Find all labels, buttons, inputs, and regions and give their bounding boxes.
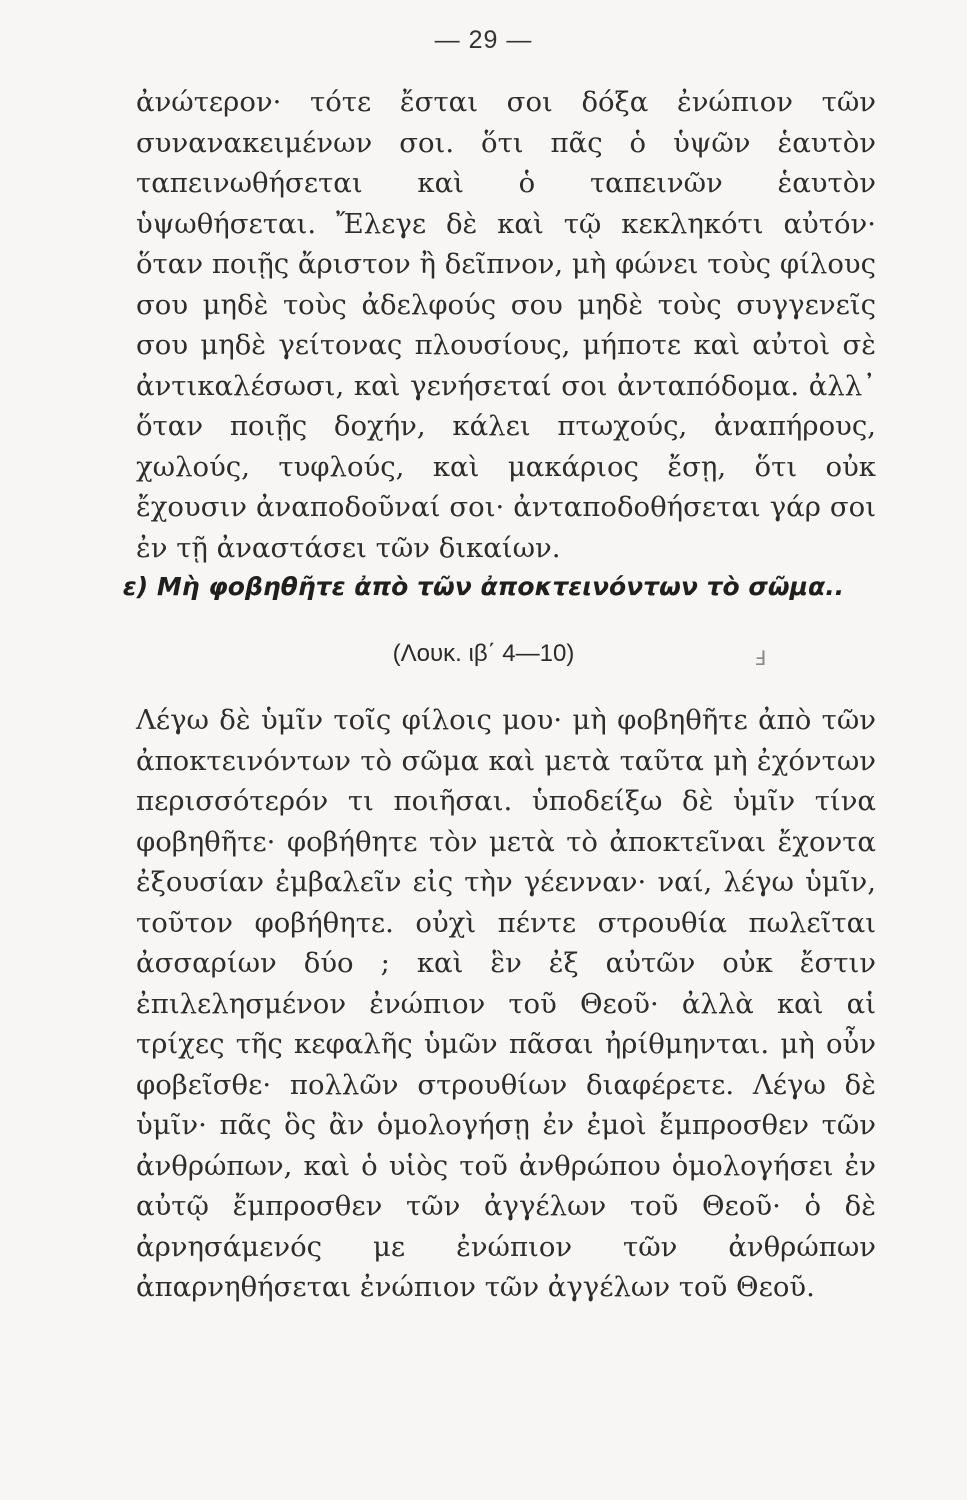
paragraph-continued-text: ἀνώτερον· τότε ἔσται σοι δόξα ἐνώπιον τῶν συνανακειμένων σοι. ὅτι πᾶς ὁ ὑψῶν ἑαυτὸν ταπεινωθήσεται καὶ ὁ ταπεινῶν ἑαυτὸν ὑψωθήσεται. Ἔλεγε δὲ καὶ τῷ κεκληκότι αὐτόν· ὅταν ποιῇς ἄριστον ἢ δεῖπνον, μὴ φώνει τοὺς φίλους σου μηδὲ τοὺς ἀδελφούς σου μηδὲ τοὺς συγγενεῖς σου μηδὲ γείτονας πλουσίους, μήποτε καὶ αὐτοὶ σὲ ἀντικαλέσωσι, καὶ γενήσεταί σοι ἀνταπόδομα. ἀλλ᾽ ὅταν ποιῇς δοχήν, κάλει πτωχούς, ἀναπήρους, χωλούς, τυφλούς, καὶ μακάριος ἔσῃ, ὅτι οὐκ ἔχουσιν ἀναποδοῦναί σοι· ἀνταποδοθήσεται γάρ σοι ἐν τῇ ἀναστάσει τῶν δικαίων. xyxy=(136,86,876,564)
section-heading: ε) Μὴ φοβηθῆτε ἀπὸ τῶν ἀποκτεινόντων τὸ σῶμα.. xyxy=(122,572,845,601)
scripture-reference: (Λουκ. ιβ΄ 4—10) xyxy=(392,640,575,667)
page-number: — 29 — xyxy=(434,26,533,54)
paragraph-scripture-text: Λέγω δὲ ὑμῖν τοῖς φίλοις μου· μὴ φοβηθῆτε ἀπὸ τῶν ἀποκτεινόντων τὸ σῶμα καὶ μετὰ ταῦτα μὴ ἐχόντων περισσότερόν τι ποιῆσαι. ὑποδείξω δὲ ὑμῖν τίνα φοβηθῆτε· φοβήθητε τὸν μετὰ τὸ ἀποκτεῖναι ἔχοντα ἐξουσίαν ἐμβαλεῖν εἰς τὴν γέενναν· ναί, λέγω ὑμῖν, τοῦτον φοβήθητε. οὐχὶ πέντε στρουθία πωλεῖται ἀσσαρίων δύο ; καὶ ἓν ἐξ αὐτῶν οὐκ ἔστιν ἐπιλελησμένον ἐνώπιον τοῦ Θεοῦ· ἀλλὰ καὶ αἱ τρίχες τῆς κεφαλῆς ὑμῶν πᾶσαι ἠρίθμηνται. μὴ οὖν φοβεῖσθε· πολλῶν στρουθίων διαφέρετε. Λέγω δὲ ὑμῖν· πᾶς ὃς ἂν ὁμολογήσῃ ἐν ἐμοὶ ἔμπροσθεν τῶν ἀνθρώπων, καὶ ὁ υἱὸς τοῦ ἀνθρώπου ὁμολογήσει ἐν αὐτῷ ἔμπροσθεν τῶν ἀγγέλων τοῦ Θεοῦ· ὁ δὲ ἀρνησάμενός με ἐνώπιον τῶν ἀνθρώπων ἀπαρνηθήσεται ἐνώπιον τῶν ἀγγέλων τοῦ Θεοῦ. xyxy=(136,704,876,1303)
stray-pencil-mark: Ⅎ xyxy=(754,646,766,670)
